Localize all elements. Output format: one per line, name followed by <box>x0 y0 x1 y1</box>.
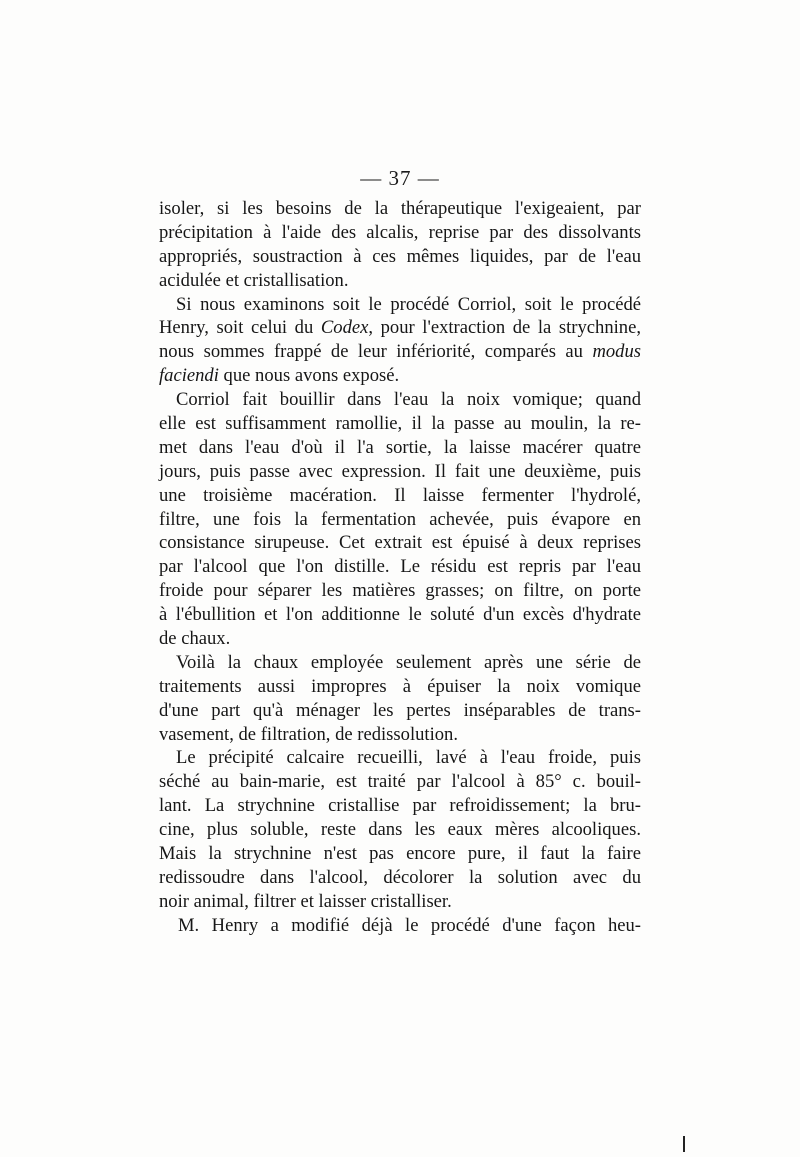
line-text: une troisième macération. Il laisse fermenter l'hydrolé, <box>159 484 641 506</box>
line-text: séché au bain-marie, est traité par l'alcool à 85° c. bouil- <box>159 771 641 793</box>
line-text: jours, puis passe avec expression. Il fait une deuxième, puis <box>159 460 641 482</box>
text-line <box>159 603 641 627</box>
text-line <box>159 770 641 794</box>
line-text: par l'alcool que l'on distille. Le résidu est repris par l'eau <box>159 556 641 578</box>
line-text: vasement, de filtration, de redissolution. <box>159 723 458 745</box>
line-text: froide pour séparer les matières grasses; on filtre, on porte <box>159 580 641 602</box>
paragraph <box>159 651 641 747</box>
text-line <box>159 675 641 699</box>
line-text: isoler, si les besoins de la thérapeutique l'exigeaient, par <box>159 198 641 219</box>
line-text: cine, plus soluble, reste dans les eaux mères alcooliques. <box>159 819 641 841</box>
text-line <box>159 627 641 651</box>
text-line <box>159 531 641 555</box>
line-text: nous sommes frappé de leur infériorité, comparés au <box>159 341 593 363</box>
italic-term: faciendi <box>159 365 219 387</box>
paragraph <box>159 914 641 938</box>
text-line <box>159 316 641 340</box>
page-number: — 37 — <box>360 166 440 190</box>
line-text: d'une part qu'à ménager les pertes inséparables de trans- <box>159 699 641 721</box>
paragraph <box>159 293 641 389</box>
text-line <box>159 890 641 914</box>
text-line <box>159 436 641 460</box>
italic-title: Codex <box>320 317 369 339</box>
line-text: Mais la strychnine n'est pas encore pure, il faut la faire <box>159 843 641 865</box>
paragraph <box>159 388 641 651</box>
text-line <box>159 794 641 818</box>
text-line <box>159 914 641 938</box>
line-text: Henry, soit celui du <box>159 317 321 339</box>
text-line <box>159 269 641 293</box>
line-text: Si nous examinons soit le procédé Corriol, soit le procédé <box>176 293 641 315</box>
text-line <box>159 723 641 747</box>
text-line <box>159 460 641 484</box>
line-text: de chaux. <box>159 628 231 650</box>
text-line <box>159 484 641 508</box>
paragraph <box>159 746 641 913</box>
line-text: acidulée et cristallisation. <box>159 269 349 291</box>
text-line <box>159 579 641 603</box>
text-line <box>159 364 641 388</box>
line-text: lant. La strychnine cristallise par refroidissement; la bru- <box>159 795 641 817</box>
line-text: Voilà la chaux employée seulement après une série de <box>176 651 641 673</box>
text-line <box>159 651 641 675</box>
text-line <box>159 555 641 579</box>
line-text: Corriol fait bouillir dans l'eau la noix vomique; quand <box>176 389 641 411</box>
text-line <box>159 245 641 269</box>
line-text: Le précipité calcaire recueilli, lavé à l'eau froide, puis <box>176 747 641 769</box>
text-line <box>159 818 641 842</box>
text-line <box>159 746 641 770</box>
line-text: que nous avons exposé. <box>218 365 400 387</box>
line-text: traitements aussi impropres à épuiser la noix vomique <box>159 675 641 697</box>
line-text: consistance sirupeuse. Cet extrait est épuisé à deux reprises <box>159 532 641 554</box>
line-text: appropriés, soustraction à ces mêmes liquides, par de l'eau <box>159 245 641 267</box>
text-line <box>159 293 641 317</box>
line-text: M. Henry a modifié déjà le procédé d'une façon heu- <box>178 914 641 936</box>
paragraph <box>159 197 641 293</box>
line-text: elle est suffisamment ramollie, il la passe au moulin, la re- <box>159 413 641 435</box>
line-text: , pour l'extraction de la strychnine, <box>368 317 642 339</box>
text-line <box>159 508 641 532</box>
text-line <box>159 221 641 245</box>
italic-term: modus <box>592 341 641 363</box>
text-line <box>159 866 641 890</box>
line-text: filtre, une fois la fermentation achevée, puis évapore en <box>159 508 641 530</box>
stray-ink-mark <box>683 1136 685 1152</box>
line-text: redissoudre dans l'alcool, décolorer la solution avec du <box>159 866 641 888</box>
line-text: précipitation à l'aide des alcalis, reprise par des dissolvants <box>159 221 641 243</box>
text-line <box>159 412 641 436</box>
line-text: à l'ébullition et l'on additionne le soluté d'un excès d'hydrate <box>159 604 641 626</box>
text-line <box>159 197 641 221</box>
text-line <box>159 699 641 723</box>
text-line <box>159 388 641 412</box>
text-line <box>159 842 641 866</box>
line-text: met dans l'eau d'où il l'a sortie, la laisse macérer quatre <box>159 436 641 458</box>
text-line <box>159 340 641 364</box>
line-text: noir animal, filtrer et laisser cristalliser. <box>159 890 452 912</box>
body-text <box>159 197 641 938</box>
